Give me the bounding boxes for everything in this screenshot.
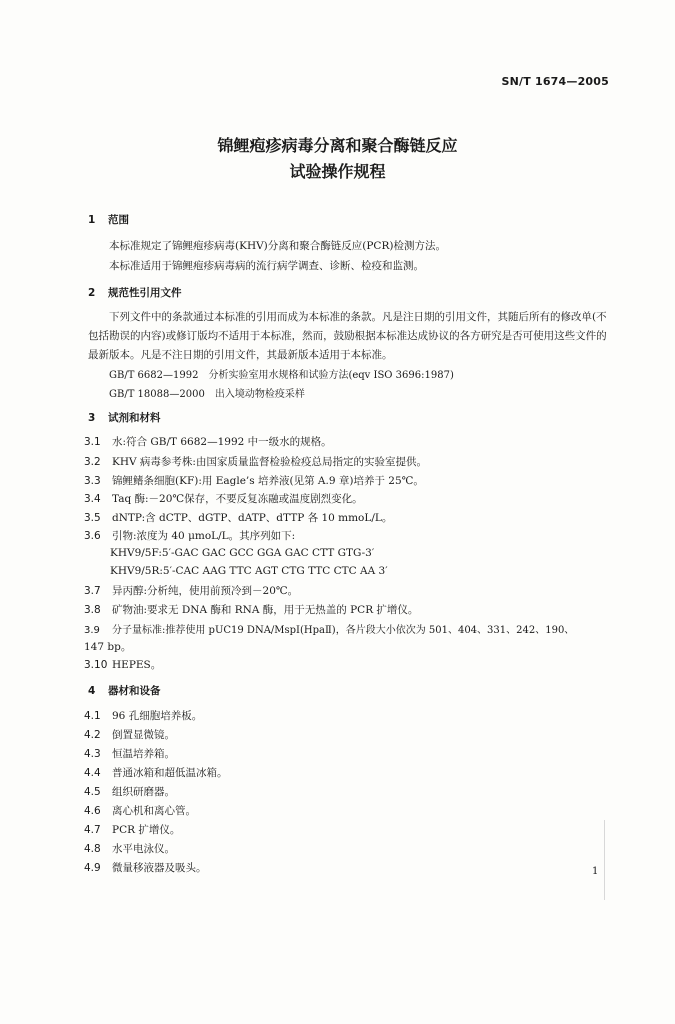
list-item: 3.10 HEPES。 (84, 659, 162, 671)
list-item: 4.5 组织研磨器。 (84, 786, 175, 798)
list-item-continuation: 147 bp。 (84, 641, 132, 653)
document-title: 锦鲤疱疹病毒分离和聚合酶链反应 (217, 136, 458, 155)
primer-forward: KHV9/5F:5′-GAC GAC GCC GGA GAC CTT GTG-3′ (110, 547, 375, 559)
list-item: 3.6 引物:浓度为 40 μmoL/L。其序列如下: (84, 530, 296, 542)
list-item: 3.5 dNTP:含 dCTP、dGTP、dATP、dTTP 各 10 mmoL/L。 (84, 512, 393, 524)
page-number: 1 (592, 866, 599, 877)
section-2-paragraph: 下列文件中的条款通过本标准的引用而成为本标准的条款。凡是注日期的引用文件，其随后所有的修改单(不包括勘误的内容)或修订版均不适用于本标准，然而，鼓励根据本标准达成协议的各方研究是否可使用这些文件的最新版本。凡是不注日期的引用文件，其最新版本适用于本标准。 (88, 311, 607, 361)
list-item: 3.7 异丙醇:分析纯，使用前预冷到－20℃。 (84, 585, 299, 597)
list-item: 3.1 水:符合 GB/T 6682—1992 中一级水的规格。 (84, 436, 332, 448)
list-item: 4.8 水平电泳仪。 (84, 843, 175, 855)
section-2-heading: 2 规范性引用文件 (88, 287, 182, 299)
list-item: 3.3 锦鲤鳍条细胞(KF):用 Eagle’s 培养液(见第 A.9 章)培养于 25℃。 (84, 475, 424, 487)
list-item: 4.7 PCR 扩增仪。 (84, 824, 181, 836)
list-item: 4.6 离心机和离心管。 (84, 805, 196, 817)
scan-edge-line (604, 820, 605, 900)
list-item: 4.1 96 孔细胞培养板。 (84, 710, 203, 722)
section-1-heading: 1 范围 (88, 214, 129, 226)
list-item: 4.3 恒温培养箱。 (84, 748, 175, 760)
reference-gb-t-18088: GB/T 18088—2000 出入境动物检疫采样 (109, 389, 305, 400)
section-1-paragraph-2: 本标准适用于锦鲤疱疹病毒病的流行病学调查、诊断、检疫和监测。 (109, 260, 424, 272)
section-1-paragraph-1: 本标准规定了锦鲤疱疹病毒(KHV)分离和聚合酶链反应(PCR)检测方法。 (109, 240, 446, 252)
section-4-heading: 4 器材和设备 (88, 685, 161, 697)
section-3-heading: 3 试剂和材料 (88, 412, 161, 424)
primer-reverse: KHV9/5R:5′-CAC AAG TTC AGT CTG TTC CTC AA 3′ (110, 565, 388, 577)
list-item: 4.4 普通冰箱和超低温冰箱。 (84, 767, 228, 779)
document-subtitle: 试验操作规程 (289, 162, 386, 181)
reference-gb-t-6682: GB/T 6682—1992 分析实验室用水规格和试验方法(eqv ISO 3696:1987) (109, 370, 454, 381)
list-item: 3.8 矿物油:要求无 DNA 酶和 RNA 酶，用于无热盖的 PCR 扩增仪。 (84, 604, 419, 616)
list-item: 4.9 微量移液器及吸头。 (84, 862, 207, 874)
list-item: 3.2 KHV 病毒参考株:由国家质量监督检验检疫总局指定的实验室提供。 (84, 456, 427, 468)
list-item: 3.4 Taq 酶:－20℃保存，不要反复冻融或温度剧烈变化。 (84, 493, 363, 505)
standard-code: SN/T 1674—2005 (501, 75, 609, 88)
list-item: 4.2 倒置显微镜。 (84, 729, 175, 741)
list-item: 3.9 分子量标准:推荐使用 pUC19 DNA/MspⅠ(HpaⅡ)，各片段大小依次为 501、404、331、242、190、 (84, 625, 575, 636)
